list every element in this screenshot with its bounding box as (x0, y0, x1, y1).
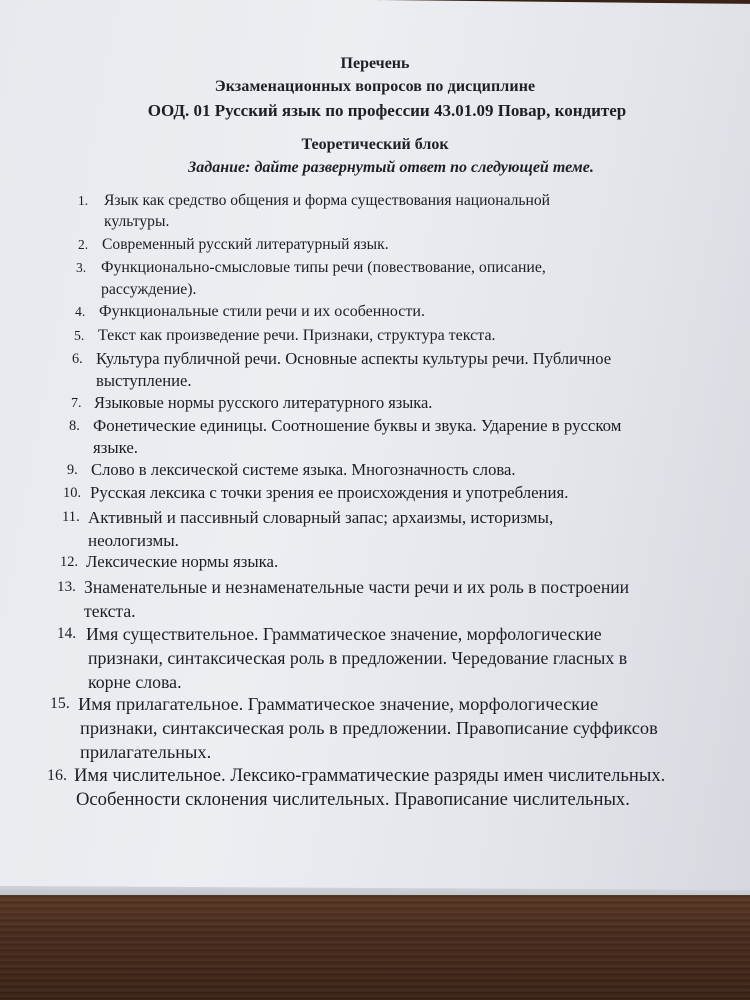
question-text-line: Имя числительное. Лексико-грамматические разряды имен числительных. (74, 765, 666, 786)
question-text-line: Имя прилагательное. Грамматическое значение, морфологические (78, 694, 599, 714)
question-number: 8. (69, 418, 80, 434)
question-text-line: признаки, синтаксическая роль в предложении. Правописание суффиксов (80, 718, 658, 738)
question-text-line: Активный и пассивный словарный запас; архаизмы, историзмы, (88, 508, 554, 527)
doc-title: Перечень (340, 55, 410, 72)
question-text-line: Функциональные стили речи и их особенности. (99, 303, 425, 320)
question-number: 16. (47, 767, 67, 784)
question-number: 2. (78, 237, 89, 252)
question-number: 14. (57, 625, 77, 642)
question-text-line: Функционально-смысловые типы речи (повествование, описание, (101, 259, 546, 276)
question-number: 1. (78, 193, 89, 208)
question-text-line: Слово в лексической системе языка. Многозначность слова. (91, 460, 516, 479)
question-number: 11. (62, 509, 80, 525)
question-text-line: корне слова. (88, 672, 182, 692)
question-number: 15. (50, 695, 70, 712)
question-text-line: культуры. (104, 213, 170, 230)
question-number: 3. (76, 260, 87, 275)
discipline-line: ООД. 01 Русский язык по профессии 43.01.09 Повар, кондитер (147, 101, 627, 120)
question-text-line: Русская лексика с точки зрения ее происхождения и употребления. (90, 483, 569, 502)
question-number: 5. (74, 328, 85, 343)
question-text-line: признаки, синтаксическая роль в предложении. Чередование гласных в (88, 648, 628, 668)
question-text-line: Языковые нормы русского литературного языка. (94, 393, 433, 412)
doc-subtitle: Экзаменационных вопросов по дисциплине (214, 78, 536, 95)
question-number: 12. (60, 554, 79, 570)
question-text-line: Особенности склонения числительных. Правописание числительных. (76, 789, 630, 810)
wooden-table (0, 895, 750, 1000)
block-title: Теоретический блок (301, 136, 449, 153)
question-text-line: Культура публичной речи. Основные аспекты культуры речи. Публичное (96, 349, 612, 368)
question-text-line: Лексические нормы языка. (86, 552, 279, 571)
question-number: 6. (72, 351, 83, 367)
question-text-line: Современный русский литературный язык. (102, 236, 389, 253)
question-number: 10. (63, 485, 82, 501)
question-text-line: языке. (93, 438, 139, 457)
question-number: 9. (67, 462, 78, 478)
question-number: 7. (71, 395, 82, 411)
question-number: 13. (57, 579, 76, 595)
question-text-line: Текст как произведение речи. Признаки, структура текста. (98, 327, 496, 344)
question-text-line: Знаменательные и незнаменательные части речи и их роль в построении (84, 577, 630, 597)
question-text-line: Фонетические единицы. Соотношение буквы и звука. Ударение в русском (93, 416, 622, 435)
question-text-line: выступление. (96, 371, 192, 390)
question-text-line: текста. (84, 601, 136, 621)
task-line: Задание: дайте развернутый ответ по следующей теме. (188, 159, 594, 176)
question-text-line: неологизмы. (88, 531, 179, 550)
question-number: 4. (75, 304, 86, 319)
question-text-line: Язык как средство общения и форма существования национальной (104, 192, 551, 209)
question-text-line: Имя существительное. Грамматическое значение, морфологические (86, 624, 602, 644)
question-text-line: рассуждение). (101, 281, 197, 298)
question-text-line: прилагательных. (80, 742, 212, 762)
